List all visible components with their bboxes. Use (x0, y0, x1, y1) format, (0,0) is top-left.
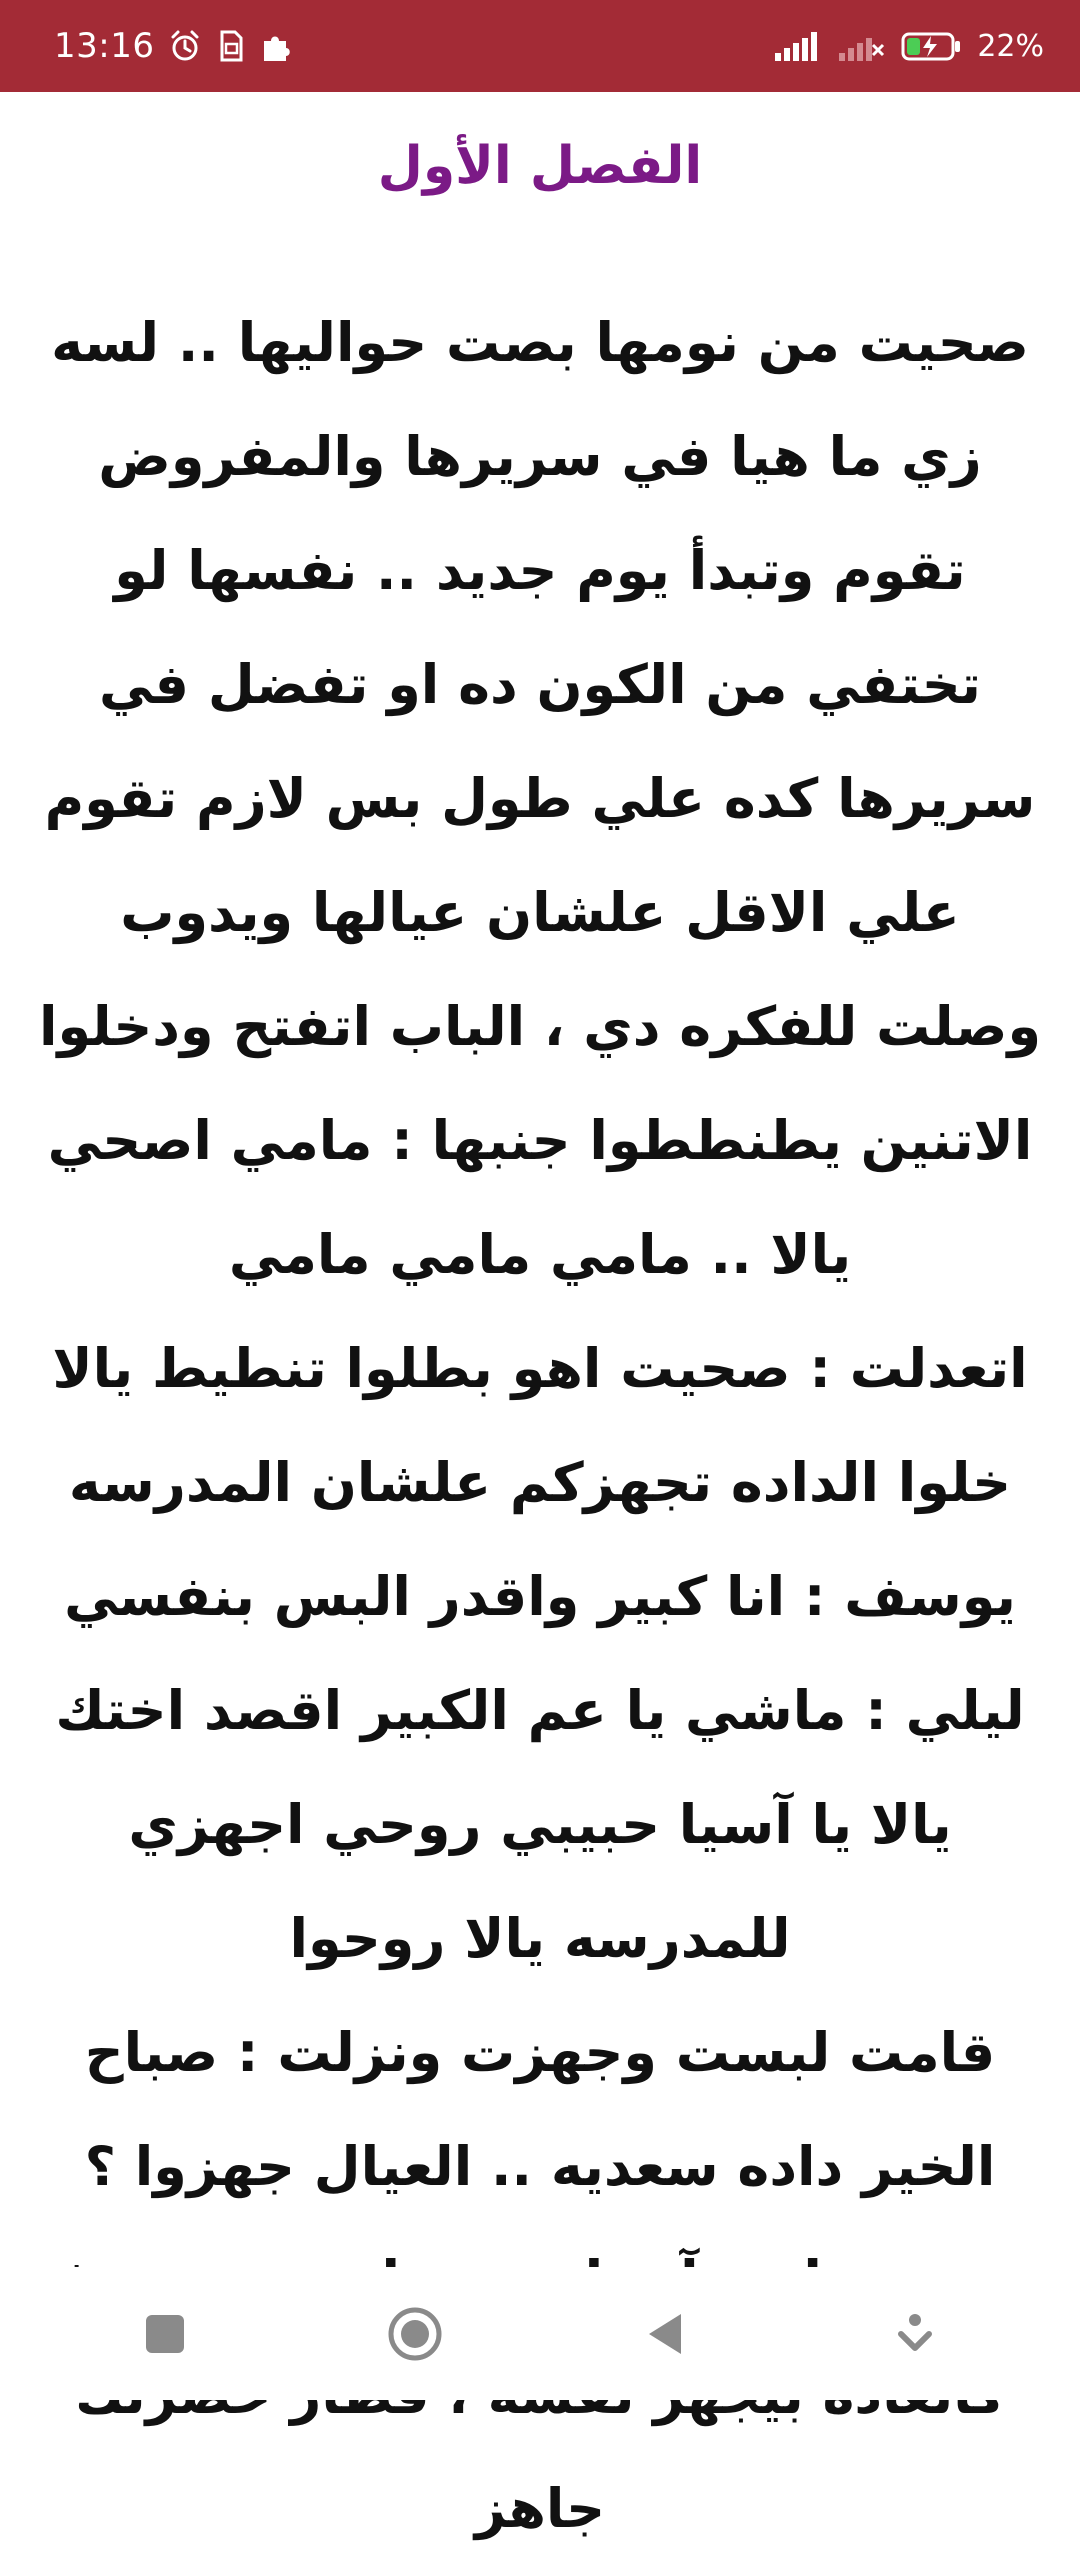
status-right (773, 29, 1044, 64)
battery-percent: 22% (977, 28, 1044, 64)
story-paragraph: قامت لبست وجهزت ونزلت : صباح الخير داده سعديه .. العيال جهزوا ؟ (84, 2021, 996, 2198)
alarm-icon (168, 29, 202, 63)
battery-charging-icon (901, 29, 963, 63)
square-icon (143, 2312, 187, 2356)
reader-content[interactable] (0, 92, 1080, 2540)
story-text (30, 286, 1050, 2566)
status-time: 13:16 (54, 26, 155, 66)
home-circle-icon (386, 2305, 444, 2363)
status-left (54, 26, 294, 66)
status-bar (0, 0, 1080, 92)
chapter-title: الفصل الأول (377, 136, 703, 196)
story-paragraph: يوسف : انا كبير واقدر البس بنفسي (64, 1565, 1016, 1628)
sim-icon (216, 29, 246, 63)
chevron-down-icon (895, 2312, 935, 2356)
story-paragraph: اتعدلت : صحيت اهو بطلوا تنطيط يالا خلوا الداده تجهزكم علشان المدرسه (52, 1337, 1028, 1514)
signal-icon (773, 29, 823, 63)
home-button[interactable] (365, 2284, 465, 2384)
story-paragraph: ليلي : ماشي يا عم الكبير اقصد اختك يالا يا آسيا حبيبي روحي اجهزي للمدرسه يالا روحوا (55, 1679, 1025, 1970)
back-triangle-icon (643, 2310, 687, 2358)
story-paragraph: صحيت من نومها بصت حواليها .. لسه زي ما هيا في سريرها والمفروض تقوم وتبدأ يوم جديد .. نفسها لو تختفي من الكون ده او تفضل في سريرها كده علي طول بس لازم تقوم علي الاقل علشان عيالها ويدوب وصلت للفكره دي ، الباب اتفتح ودخلوا الاتنين يطنططوا جنبها : مامي اصحي يالا .. مامي مامي مامي (38, 311, 1042, 1286)
assistant-button[interactable] (865, 2284, 965, 2384)
no-signal-icon (837, 29, 887, 63)
puzzle-icon (260, 29, 294, 63)
navigation-bar (0, 2267, 1080, 2400)
recents-button[interactable] (115, 2284, 215, 2384)
story-paragraph: جاهز (474, 2477, 606, 2540)
back-button[interactable] (615, 2284, 715, 2384)
